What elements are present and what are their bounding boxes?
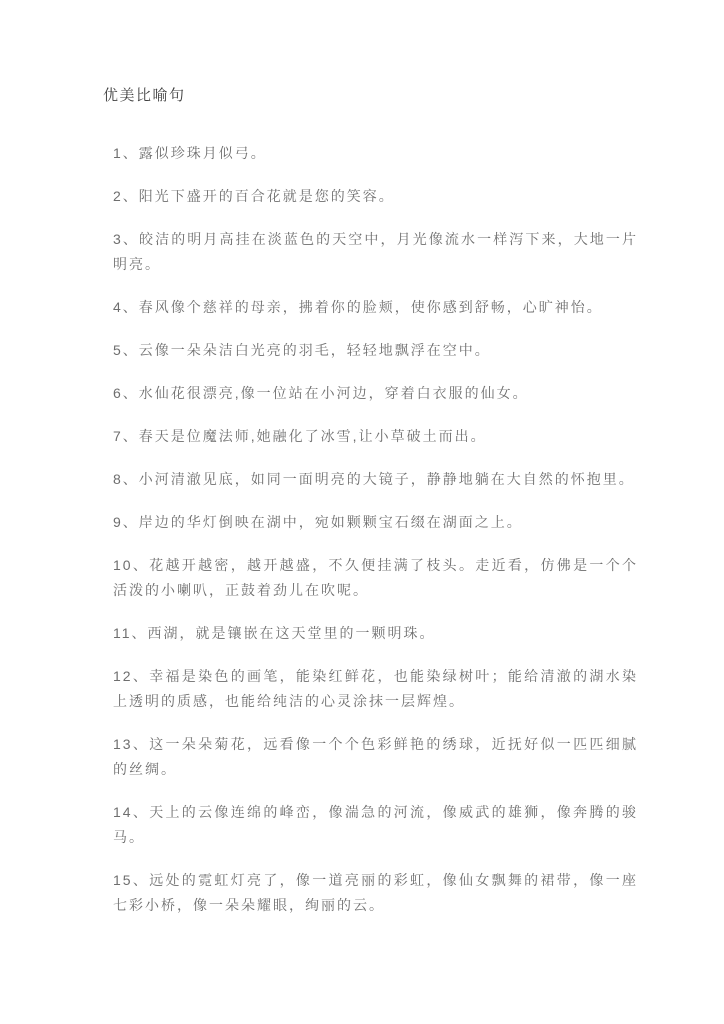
item-text: 天上的云像连绵的峰峦，像湍急的河流，像威武的雄狮，像奔腾的骏马。 bbox=[113, 804, 638, 845]
list-item bbox=[113, 141, 638, 166]
item-text: 云像一朵朵洁白光亮的羽毛，轻轻地飘浮在空中。 bbox=[138, 342, 491, 358]
item-text: 皎洁的明月高挂在淡蓝色的天空中，月光像流水一样泻下来，大地一片明亮。 bbox=[113, 231, 639, 272]
sentence-list bbox=[113, 141, 638, 936]
item-text: 岸边的华灯倒映在湖中，宛如颗颗宝石缀在湖面之上。 bbox=[138, 514, 523, 530]
item-number: 6、 bbox=[113, 385, 139, 401]
item-number: 13、 bbox=[113, 736, 150, 752]
list-item bbox=[113, 800, 638, 850]
item-number: 9、 bbox=[113, 514, 139, 530]
item-number: 3、 bbox=[113, 231, 139, 247]
item-text: 幸福是染色的画笔，能染红鲜花，也能染绿树叶；能给清澈的湖水染上透明的质感，也能给纯洁的心灵涂抹一层辉煌。 bbox=[113, 668, 638, 709]
list-item bbox=[113, 553, 638, 603]
item-number: 11、 bbox=[113, 625, 148, 641]
list-item bbox=[113, 424, 638, 449]
item-text: 春天是位魔法师,她融化了冰雪,让小草破土而出。 bbox=[138, 428, 487, 444]
item-text: 西湖，就是镶嵌在这天堂里的一颗明珠。 bbox=[147, 625, 436, 641]
item-number: 1、 bbox=[113, 145, 139, 161]
item-text: 花越开越密，越开越盛，不久便挂满了枝头。走近看，仿佛是一个个活泼的小喇叭，正鼓着劲儿在吹呢。 bbox=[113, 557, 638, 598]
item-text: 春风像个慈祥的母亲，拂着你的脸颊，使你感到舒畅，心旷神怡。 bbox=[138, 299, 603, 315]
list-item bbox=[113, 664, 638, 714]
item-number: 14、 bbox=[113, 804, 150, 820]
list-item bbox=[113, 621, 638, 646]
item-text: 小河清澈见底，如同一面明亮的大镜子，静静地躺在大自然的怀抱里。 bbox=[138, 471, 635, 487]
item-number: 2、 bbox=[113, 188, 139, 204]
item-text: 这一朵朵菊花，远看像一个个色彩鲜艳的绣球，近抚好似一匹匹细腻的丝绸。 bbox=[113, 736, 638, 777]
page-title: 优美比喻句 bbox=[103, 87, 186, 104]
item-number: 8、 bbox=[113, 471, 139, 487]
list-item bbox=[113, 732, 638, 782]
item-number: 10、 bbox=[113, 557, 150, 573]
item-number: 15、 bbox=[113, 872, 150, 888]
list-item bbox=[113, 868, 638, 918]
list-item bbox=[113, 467, 638, 492]
item-number: 12、 bbox=[113, 668, 150, 684]
item-text: 水仙花很漂亮,像一位站在小河边，穿着白衣服的仙女。 bbox=[138, 385, 529, 401]
item-text: 阳光下盛开的百合花就是您的笑容。 bbox=[138, 188, 395, 204]
list-item bbox=[113, 295, 638, 320]
list-item bbox=[113, 184, 638, 209]
item-number: 4、 bbox=[113, 299, 139, 315]
item-text: 远处的霓虹灯亮了，像一道亮丽的彩虹，像仙女飘舞的裙带，像一座七彩小桥，像一朵朵耀眼，绚丽的云。 bbox=[113, 872, 638, 913]
item-number: 5、 bbox=[113, 342, 139, 358]
item-number: 7、 bbox=[113, 428, 139, 444]
list-item bbox=[113, 381, 638, 406]
list-item bbox=[113, 338, 638, 363]
list-item bbox=[113, 227, 638, 277]
list-item bbox=[113, 510, 638, 535]
item-text: 露似珍珠月似弓。 bbox=[138, 145, 267, 161]
